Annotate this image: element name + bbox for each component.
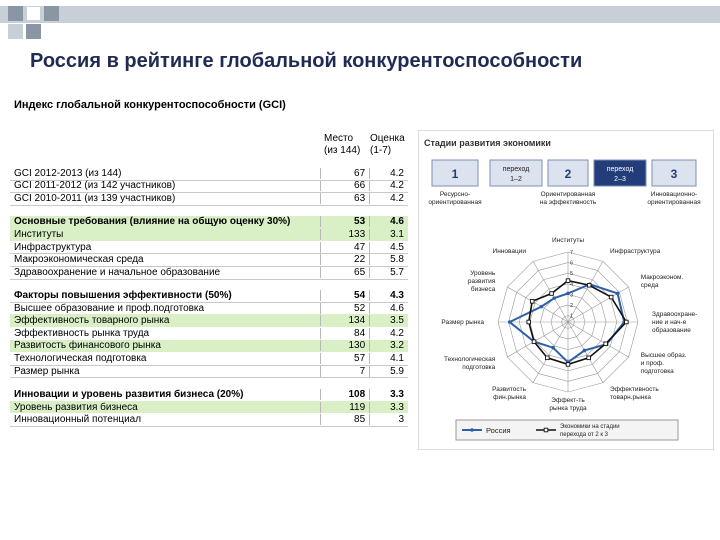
radar-point-transition: [530, 300, 534, 304]
table-row: [10, 352, 408, 366]
row-rank: 134: [320, 315, 369, 326]
row-label: Уровень развития бизнеса: [14, 401, 138, 413]
row-score: 4.2: [369, 168, 408, 179]
table-row: [10, 327, 408, 341]
row-label: Эффективность рынка труда: [14, 327, 150, 339]
radar-point-transition: [587, 356, 591, 360]
radar-axis-label: и проф.: [640, 360, 665, 367]
row-score: 4.5: [369, 242, 408, 253]
radar-axis-label: Развитость: [492, 386, 526, 394]
row-score: 5.7: [369, 267, 408, 278]
radar-point-transition: [609, 295, 613, 299]
row-rank: 108: [320, 389, 369, 400]
radar-tick-label: 5: [570, 271, 574, 278]
row-score: 4.2: [369, 180, 408, 191]
row-rank: 119: [320, 402, 369, 413]
row-label: Размер рынка: [14, 365, 80, 377]
table-row: [10, 413, 408, 427]
table-row: [10, 167, 408, 181]
radar-axis-label: Здравоохране-: [652, 311, 698, 318]
radar-tick-label: 1: [570, 313, 574, 320]
stage-number: 1: [451, 167, 459, 181]
table-row: [10, 192, 408, 206]
radar-axis-label: бизнеса: [470, 286, 496, 293]
row-score: 4.2: [369, 193, 408, 204]
radar-point-transition: [604, 342, 608, 346]
legend-label-russia: Россия: [486, 426, 511, 435]
table-row: [10, 388, 408, 402]
table-heading: Индекс глобальной конкурентоспособности (GCI): [14, 99, 286, 111]
row-score: 3: [369, 414, 408, 425]
row-label: Развитость финансового рынка: [14, 340, 161, 352]
stage-number: 3: [670, 167, 678, 181]
slide-title: Россия в рейтинге глобальной конкурентоспособности: [30, 50, 583, 72]
rank-column-header: Место (из 144): [324, 133, 361, 156]
table-row: [10, 253, 408, 267]
radar-axis-label: среда: [640, 282, 659, 289]
row-rank: 54: [320, 290, 369, 301]
row-label: Институты: [14, 228, 64, 240]
row-rank: 7: [320, 366, 369, 377]
stage-number: 2: [564, 167, 572, 181]
row-score: 3.3: [369, 389, 408, 400]
decor-square: [8, 6, 23, 21]
radar-point-russia: [566, 292, 570, 296]
table-row: [10, 302, 408, 316]
radar-axis-label: Макроэконом.: [640, 274, 684, 281]
row-score: 4.6: [369, 216, 408, 227]
row-rank: 53: [320, 216, 369, 227]
legend-marker-transition: [544, 428, 548, 432]
chart-title: Стадии развития экономики: [424, 138, 551, 148]
row-rank: 22: [320, 254, 369, 265]
table-row: [10, 314, 408, 327]
radar-chart: [418, 130, 714, 450]
legend-label-transition: Экономики на стадии: [560, 424, 620, 430]
row-label: Высшее образование и проф.подготовка: [14, 302, 205, 314]
row-score: 5.9: [369, 366, 408, 377]
radar-axis-label: подготовка: [462, 364, 496, 371]
table-row: [10, 228, 408, 241]
radar-axis-label: фин.рынка: [493, 394, 526, 402]
stage-label-line: ориентированная: [647, 199, 701, 206]
radar-point-russia: [583, 349, 587, 353]
stage-label-line: Ориентированная: [540, 191, 596, 198]
radar-point-transition: [546, 356, 550, 360]
row-score: 4.6: [369, 303, 408, 314]
gci-table: [10, 95, 410, 485]
radar-axis-label: Высшее образ.: [640, 352, 687, 359]
stage-transition-label: переход: [606, 166, 634, 173]
row-rank: 65: [320, 267, 369, 278]
legend-marker-russia: [470, 428, 474, 432]
row-rank: 52: [320, 303, 369, 314]
row-label: Здравоохранение и начальное образование: [14, 266, 221, 278]
row-rank: 130: [320, 340, 369, 351]
row-rank: 66: [320, 180, 369, 191]
row-rank: 47: [320, 242, 369, 253]
radar-point-russia: [552, 296, 556, 300]
table-row: [10, 180, 408, 194]
radar-tick-label: 4: [570, 281, 574, 288]
radar-tick-label: 6: [570, 260, 574, 267]
decor-square: [8, 24, 23, 39]
radar-point-russia: [551, 346, 555, 350]
decor-square: [44, 6, 59, 21]
table-row: [10, 340, 408, 353]
row-score: 3.2: [369, 340, 408, 351]
row-rank: 85: [320, 414, 369, 425]
radar-axis-label: Технологическая: [444, 356, 496, 363]
stage-transition-range: 2–3: [614, 176, 626, 183]
stage-label-line: на эффективность: [539, 199, 597, 206]
row-rank: 63: [320, 193, 369, 204]
radar-axis-label: образование: [652, 327, 691, 334]
radar-point-russia: [508, 320, 512, 324]
row-score: 4.1: [369, 353, 408, 364]
row-score: 4.3: [369, 290, 408, 301]
row-score: 3.1: [369, 229, 408, 240]
row-label: GCI 2011-2012 (из 142 участников): [14, 180, 176, 192]
row-label: Макроэкономическая среда: [14, 254, 144, 266]
radar-tick-label: 7: [570, 250, 574, 256]
radar-axis-label: товарн.рынка: [610, 394, 652, 402]
radar-tick-label: 3: [570, 292, 574, 299]
row-label: Инновационный потенциал: [14, 414, 142, 426]
radar-axis-label: рынка труда: [549, 405, 587, 412]
radar-tick-label: 2: [570, 303, 574, 310]
radar-point-transition: [550, 292, 554, 296]
row-label: GCI 2010-2011 (из 139 участников): [14, 192, 176, 204]
row-rank: 67: [320, 168, 369, 179]
stage-transition-label: переход: [502, 166, 530, 173]
table-row: [10, 266, 408, 280]
table-row: [10, 401, 408, 414]
row-score: 5.8: [369, 254, 408, 265]
stage-label-line: Ресурсно-: [439, 191, 471, 198]
row-score: 3.5: [369, 315, 408, 326]
row-label: Инновации и уровень развития бизнеса (20%): [14, 388, 244, 400]
legend-label-transition: перехода от 2 к 3: [560, 432, 609, 438]
row-rank: 133: [320, 229, 369, 240]
row-label: Эффективность товарного рынка: [14, 315, 170, 327]
radar-point-russia: [540, 305, 544, 309]
radar-axis-label: Эффективность: [610, 386, 659, 394]
radar-axis-label: Институты: [551, 237, 585, 244]
radar-point-transition: [566, 363, 570, 367]
radar-axis-label: Эффект-ть: [551, 397, 585, 404]
table-row: [10, 365, 408, 379]
stage-transition-range: 1–2: [510, 176, 522, 183]
row-rank: 57: [320, 353, 369, 364]
row-label: Инфраструктура: [14, 241, 92, 253]
row-score: 4.2: [369, 328, 408, 339]
radar-point-russia: [616, 292, 620, 296]
row-label: Основные требования (влияние на общую оценку 30%): [14, 216, 291, 228]
radar-axis-label: Инфраструктура: [610, 247, 661, 255]
radar-point-transition: [625, 320, 629, 324]
radar-point-transition: [566, 279, 570, 283]
stage-label-line: ориентированная: [428, 199, 482, 206]
row-score: 3.3: [369, 402, 408, 413]
radar-point-transition: [532, 340, 536, 344]
row-label: GCI 2012-2013 (из 144): [14, 167, 122, 179]
decor-square: [26, 24, 41, 39]
radar-axis-label: ние и нач-е: [652, 319, 687, 326]
table-row: [10, 241, 408, 255]
radar-axis-label: Размер рынка: [441, 319, 484, 326]
table-row: [10, 289, 408, 303]
radar-axis-label: подготовка: [640, 368, 674, 375]
row-rank: 84: [320, 328, 369, 339]
radar-axis-label: Инновации: [492, 247, 526, 255]
row-label: Факторы повышения эффективности (50%): [14, 290, 232, 302]
stage-label-line: Инновационно-: [650, 191, 698, 198]
score-column-header: Оценка (1-7): [370, 133, 405, 156]
top-decor-bar: [0, 6, 720, 23]
radar-axis-label: развития: [467, 278, 496, 285]
row-label: Технологическая подготовка: [14, 353, 147, 365]
radar-point-transition: [527, 320, 531, 324]
radar-axis-label: Уровень: [470, 270, 496, 277]
decor-square: [26, 6, 41, 21]
radar-point-transition: [587, 283, 591, 287]
table-row: [10, 216, 408, 229]
